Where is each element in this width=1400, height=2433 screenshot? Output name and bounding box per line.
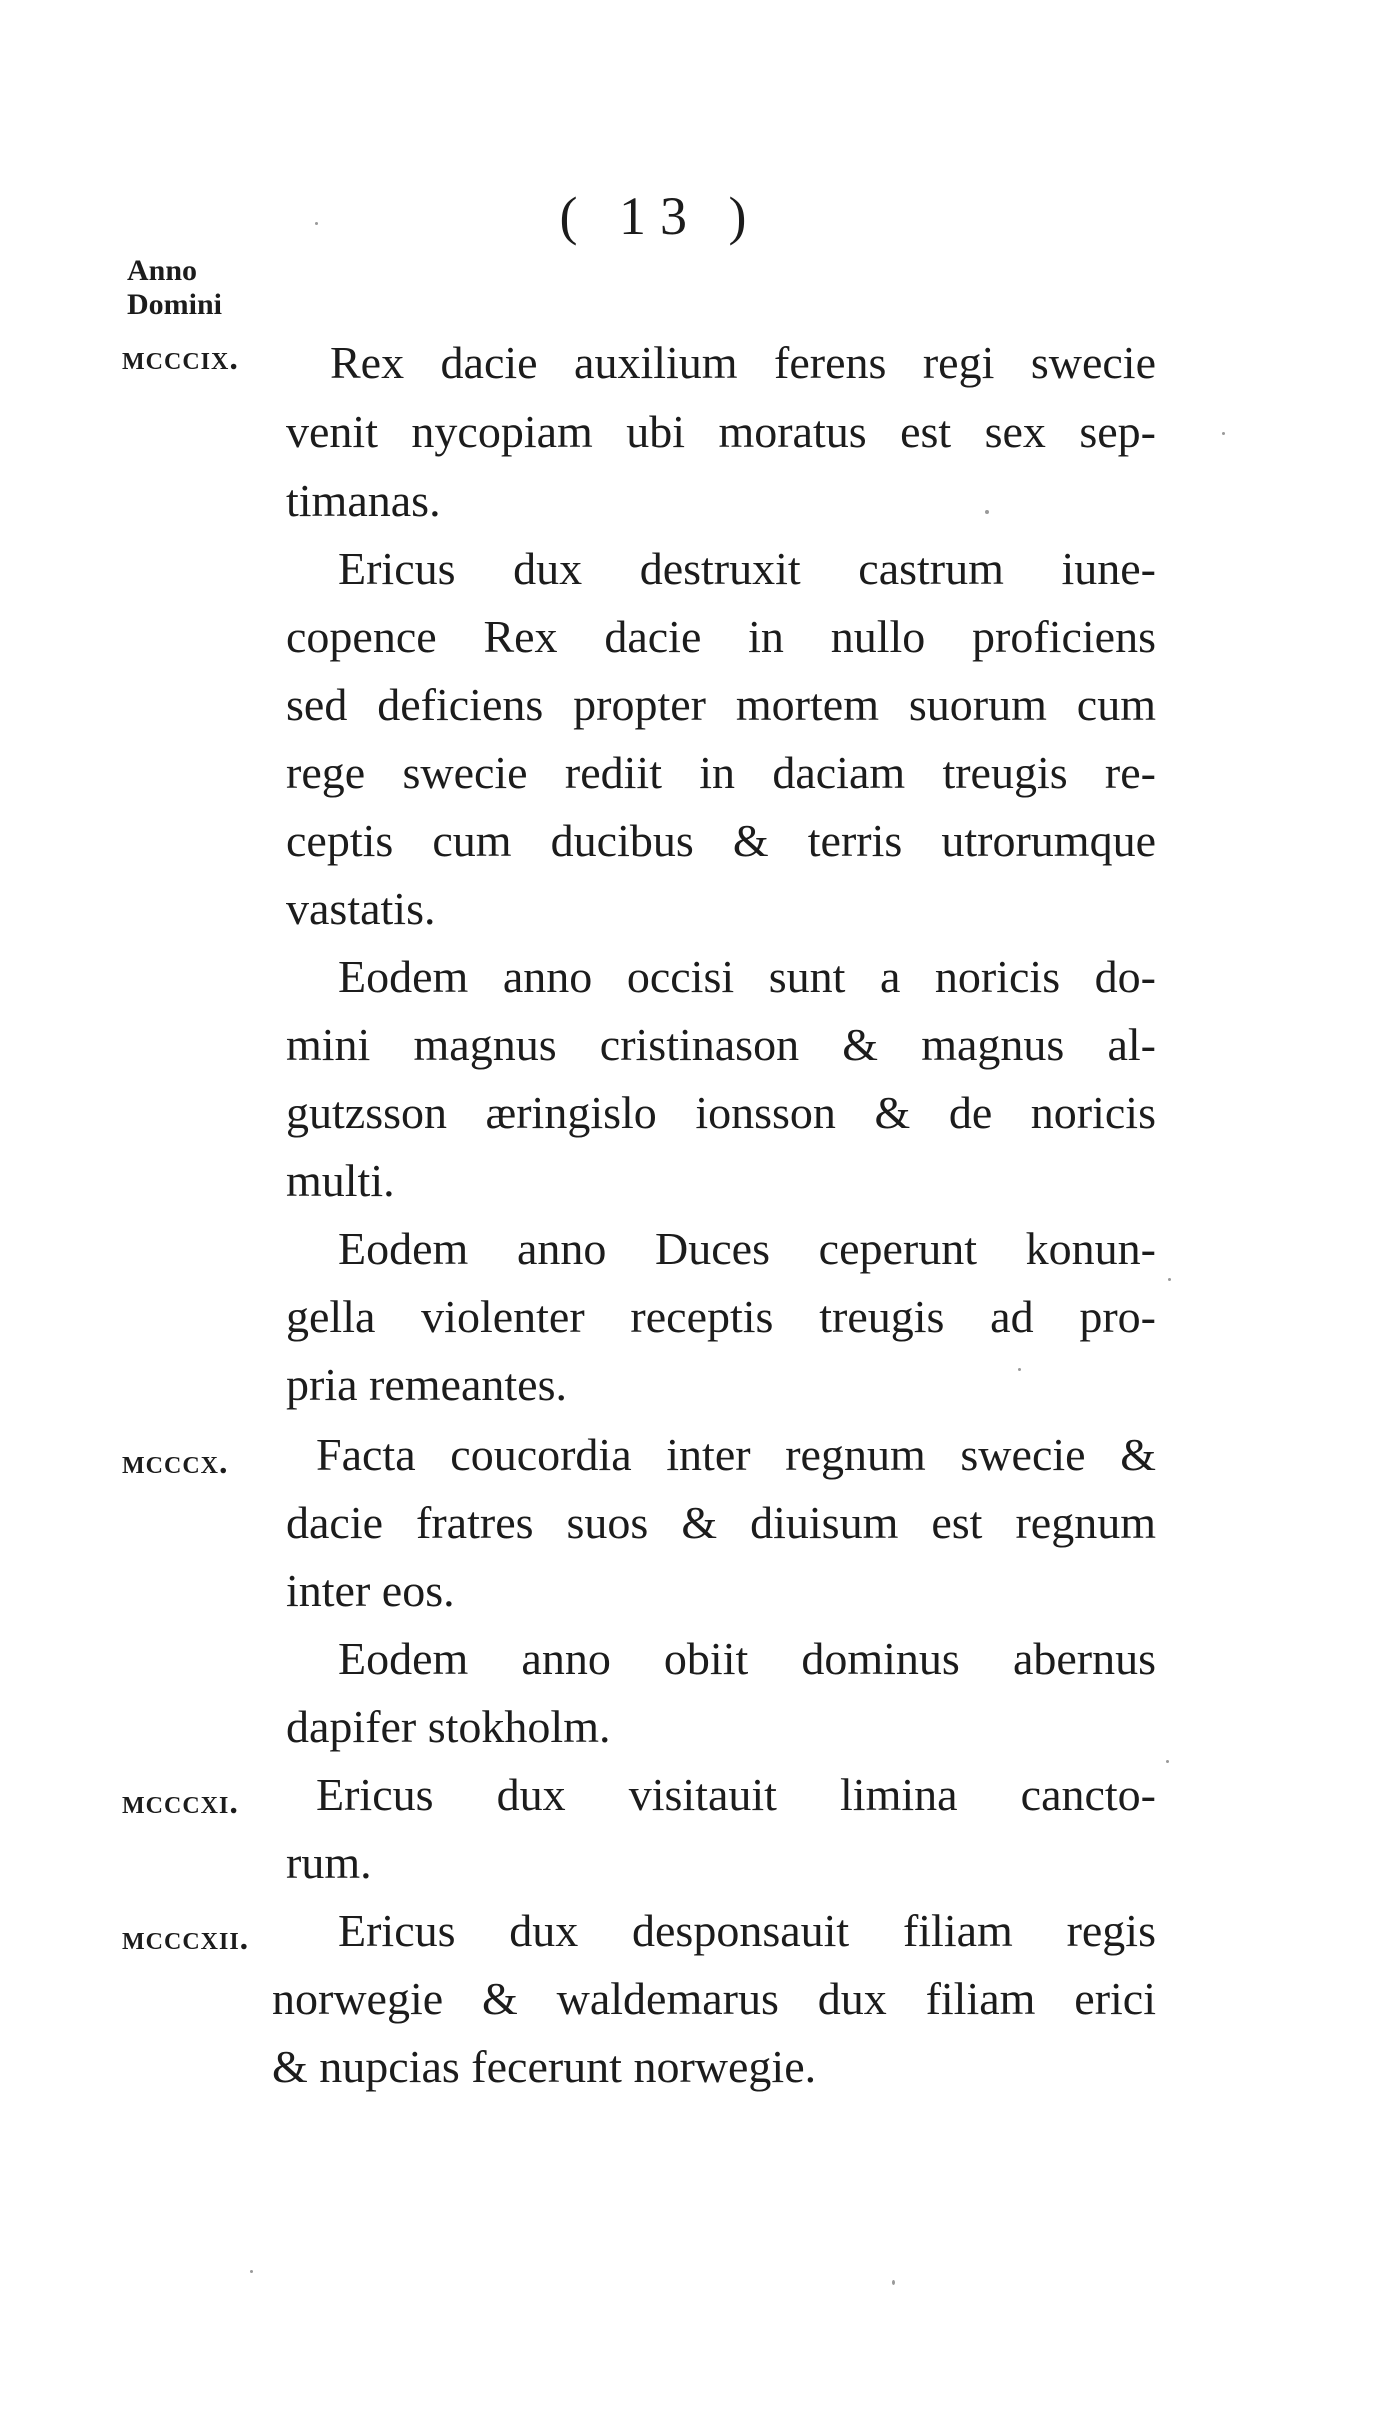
text-line: dacie fratres suos & diuisum est regnum <box>286 1497 1156 1548</box>
paper-speck <box>1018 1368 1021 1371</box>
text-line: rum. <box>286 1837 372 1888</box>
text-line: rege swecie rediit in daciam treugis re- <box>286 747 1156 798</box>
text-line: Ericus dux desponsauit filiam regis <box>338 1905 1156 1956</box>
margin-heading <box>127 254 222 322</box>
paper-speck <box>892 2280 895 2285</box>
page-number: ( 13 ) <box>559 186 761 246</box>
text-line: Ericus dux destruxit castrum iune- <box>338 543 1156 594</box>
text-line: Ericus dux visitauit limina cancto- <box>316 1769 1156 1820</box>
text-line: copence Rex dacie in nullo proficiens <box>286 611 1156 662</box>
text-line: Eodem anno occisi sunt a noricis do- <box>338 951 1156 1002</box>
text-line: mini magnus cristinason & magnus al- <box>286 1019 1156 1070</box>
text-line: pria remeantes. <box>286 1359 567 1410</box>
text-line: gutzsson æringislo ionsson & de noricis <box>286 1087 1156 1138</box>
text-line: & nupcias fecerunt norwegie. <box>272 2041 817 2092</box>
text-line: Eodem anno obiit dominus abernus <box>338 1633 1156 1684</box>
anno-label: Anno <box>127 254 198 287</box>
paper-speck <box>315 222 318 225</box>
text-line: Eodem anno Duces ceperunt konun- <box>338 1223 1156 1274</box>
paper-speck <box>250 2270 253 2273</box>
paper-speck <box>1168 1278 1171 1281</box>
year-1310: mcccx. <box>122 1444 229 1481</box>
text-line: vastatis. <box>286 883 436 934</box>
text-line: timanas. <box>286 475 441 526</box>
paper-speck <box>1166 1760 1169 1763</box>
text-line: inter eos. <box>286 1565 455 1616</box>
paper-speck <box>1222 432 1225 435</box>
domini-label: Domini <box>127 288 223 321</box>
paper-speck <box>985 510 989 514</box>
text-line: venit nycopiam ubi moratus est sex sep- <box>286 406 1156 457</box>
text-line: ceptis cum ducibus & terris utrorumque <box>286 815 1156 866</box>
year-1312: mcccxii. <box>122 1920 250 1957</box>
year-1311: mcccxi. <box>122 1784 239 1821</box>
text-line: multi. <box>286 1155 395 1206</box>
text-line: sed deficiens propter mortem suorum cum <box>286 679 1156 730</box>
year-1309: mcccix. <box>122 340 239 377</box>
text-line: gella violenter receptis treugis ad pro- <box>286 1291 1156 1342</box>
text-line: dapifer stokholm. <box>286 1701 611 1752</box>
text-line: Facta coucordia inter regnum swecie & <box>316 1429 1156 1480</box>
text-line: Rex dacie auxilium ferens regi swecie <box>330 337 1156 388</box>
text-line: norwegie & waldemarus dux filiam erici <box>272 1973 1156 2024</box>
